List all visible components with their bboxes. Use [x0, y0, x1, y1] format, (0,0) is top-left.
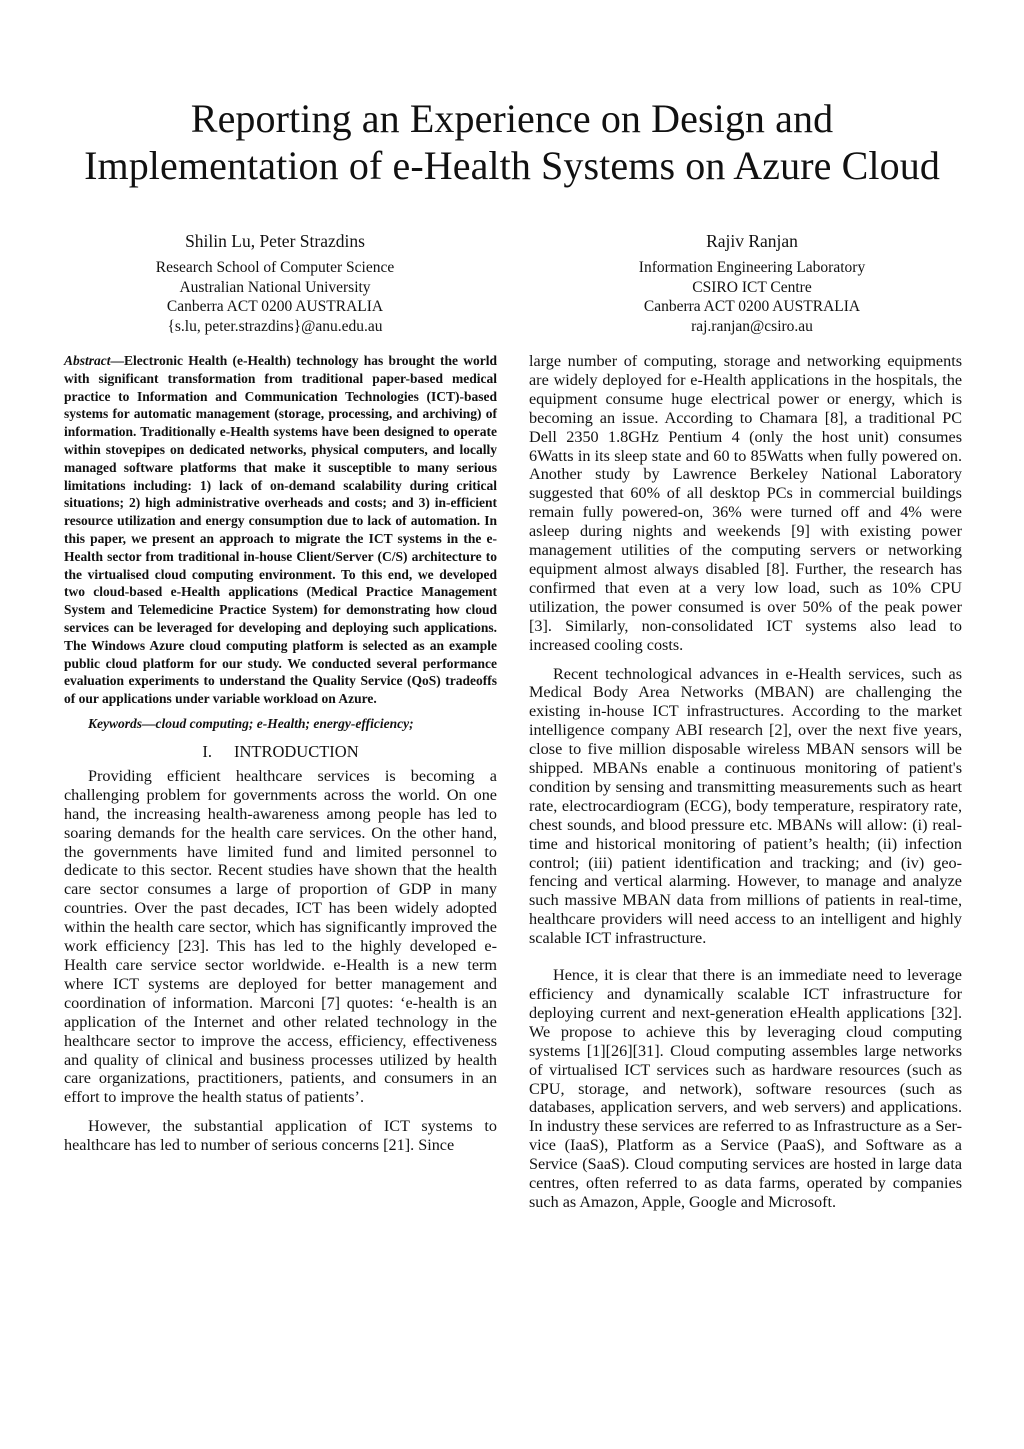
author-address: Canberra ACT 0200 AUSTRALIA: [166, 298, 384, 315]
paragraph: Recent technological advances in e-Health services, such as Medical Body Area Networks (MBAN) are challenging the existing in-house ICT infrastructures. According to the market intelligence company ABI research [2], over the next five years, close to five million disposable wireless MBAN sensors will be shipped. MBANs enable a continuous monitoring of patient's condition by sensing and transmitting measurements such as heart rate, electrocardiogram (ECG), body temperature, respiratory rate, chest sounds, and blood pressure etc. MBANs will allow: (i) real-time and historical monitoring of patient’s health; (ii) infection control; (iii) patient identification and tracking; and (iv) geo-fencing and vertical alarming. However, to manage and analyze such massive MBAN data from millions of patients in real-time, healthcare providers will need access to an intelligent and highly scalable ICT infrastructure.: [529, 664, 962, 948]
author-address: Canberra ACT 0200 AUSTRALIA: [643, 298, 861, 315]
keywords: Keywords—cloud computing; e-Health; energy-efficiency;: [88, 715, 414, 731]
paper-title: [40, 95, 984, 189]
author-affiliation: Information Engineering Laboratory: [638, 259, 866, 276]
abstract-text: —Electronic Health (e-Health) technology has brought the world with significant transformation from traditional paper-based medical practice to Information and Communication Technologies (ICT)-based systems for automatic management (storage, processing, and archiving) of information. Traditionally e-Health systems have been designed to operate within stovepipes on dedicated networks, physical computers, and locally managed software platforms that make it susceptible to many serious limitations including: 1) lack of on-demand scalability during critical situations; 2) high administrative overheads and costs; and 3) in-efficient resource utilization and energy consumption due to lack of automation. In this paper, we present an approach to migrate the ICT systems in the e-Health sector from traditional in-house Client/Server (C/S) architecture to the virtualised cloud computing environment. To this end, we developed two cloud-based e-Health applications (Medical Practice Management System and Telemedicine Practice System) for demonstrating how cloud services can be leveraged for developing and deploying such applications. The Windows Azure cloud computing platform is selected as an example public cloud platform for our study. We conducted several performance evaluation experiments to understand the Quality Service (QoS) tradeoffs of our applications under variable workload on Azure.: [64, 353, 497, 707]
right-column: [529, 352, 962, 1212]
abstract-label: Abstract: [64, 353, 111, 368]
paper-title-line-1: Reporting an Experience on Design and: [190, 96, 834, 141]
author-block-1: [110, 229, 440, 336]
author-email: {s.lu, peter.strazdins}@anu.edu.au: [167, 317, 383, 335]
section-number: I.: [202, 741, 212, 761]
section-heading-introduction: [64, 742, 497, 762]
paragraph: large number of computing, storage and networking equipments are widely deployed for e-Health applications in the hospitals, the equipment consume huge electrical power or energy, which is becoming an issue. According to Chamara [8], a traditional PC Dell 2350 1.8GHz Pentium 4 (only the host unit) consumes 6Watts in its sleep state and 60 to 85Watts when fully powered on. Another study by Lawrence Berkeley National Laboratory suggested that 60% of all desktop PCs in commercial buildings remain fully powered-on, 36% were turned off and 4% were asleep during nights and weekends [9] with existing power management utilities of the computing servers or networking equipment almost always disabled [8]. Further, the research has confirmed that even at a very low load, such as 10% CPU utilization, the power consumed is over 50% of the peak power [3]. Similarly, non-consolidated ICT systems also lead to increased cooling costs.: [529, 352, 962, 654]
author-affiliation: Research School of Computer Science: [155, 259, 395, 276]
author-institution: Australian National University: [179, 278, 371, 296]
author-email: raj.ranjan@csiro.au: [691, 317, 813, 335]
abstract: [64, 352, 497, 708]
paragraph: However, the substantial application of ICT systems to healthcare has led to number of serious concerns [21]. Since: [64, 1117, 497, 1155]
author-block-2: [578, 229, 926, 336]
author-name: Shilin Lu, Peter Strazdins: [185, 231, 365, 251]
paper-title-line-2: Implementation of e-Health Systems on Azure Cloud: [84, 143, 940, 188]
author-institution: CSIRO ICT Centre: [692, 278, 812, 296]
section-title: INTRODUCTION: [233, 741, 359, 761]
paragraph: Providing efficient healthcare services is becoming a challenging problem for governments across the world. On one hand, the increasing health-awareness among people has led to soaring demands for the health care services. On the other hand, the governments have limited fund and limited personnel to dedicate to this sector. Recent studies have shown that the health care sector consumes a large of proportion of GDP in many countries. Over the past decades, ICT has been widely adopted within the health care sector, which has significantly improved the work efficiency [23]. This has led to the highly developed e-Health care service sector worldwide. e-Health is a new term where ICT systems are deployed for better management and coordination of information. Marconi [7] quotes: ‘e-health is an application of the Internet and other related technology in the healthcare sector to improve the access, efficiency, effectiveness and quality of clinical and business processes utilized by health care organizations, practitioners, patients, and consumers in an effort to improve the health status of patients’.: [64, 766, 497, 1107]
author-name: Rajiv Ranjan: [706, 231, 798, 251]
left-column: [64, 352, 497, 1155]
paragraph: Hence, it is clear that there is an immediate need to leverage efficiency and dynamically scalable ICT infrastructure for deploying current and next-generation eHealth applications [32]. We propose to achieve this by leveraging cloud computing systems [1][26][31]. Cloud computing assembles large networks of virtualised ICT services such as hardware resources (such as CPU, storage, and network), software resources (such as databases, application servers, and web servers) and applications. In industry these services are referred to as Infrastructure as a Ser-vice (IaaS), Platform as a Service (PaaS), and Software as a Service (SaaS). Cloud computing services are hosted in large data centres, often referred to as data farms, operated by companies such as Amazon, Apple, Google and Microsoft.: [529, 966, 962, 1211]
